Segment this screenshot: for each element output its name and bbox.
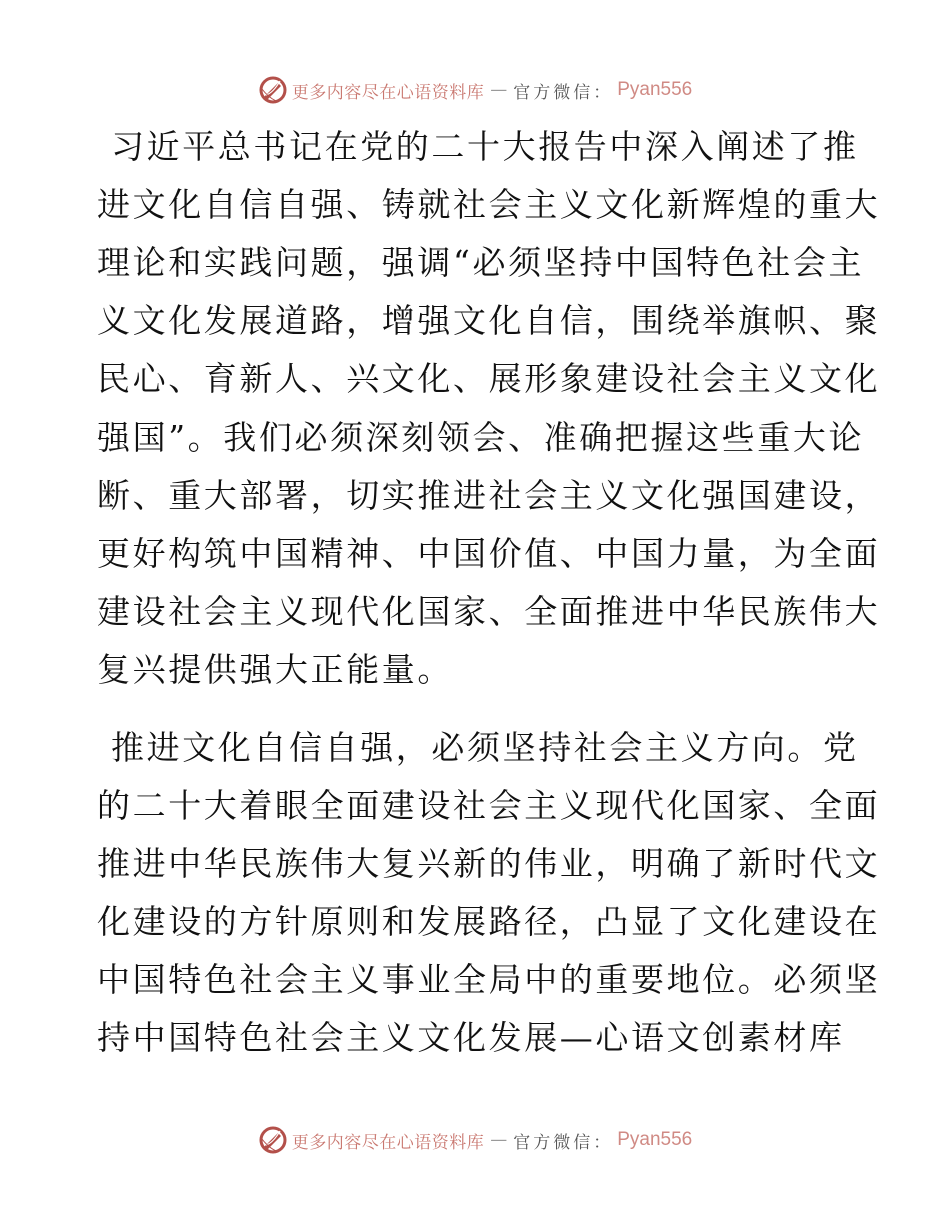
text-line: 建设社会主义现代化国家、全面推进中华民族伟大 [97, 592, 881, 631]
banner-wechat-label: 官方微信： [513, 1132, 614, 1153]
quill-pen-logo-icon [258, 75, 288, 105]
banner-main-text: 更多内容尽在心语资料库 [291, 1132, 485, 1153]
text-line: 习近平总书记在党的二十大报告中深入阐述了推 [111, 127, 859, 166]
banner-wechat-id: Pyan556 [617, 1129, 693, 1150]
text-line: 更好构筑中国精神、中国价值、中国力量，为全面 [97, 534, 881, 573]
footer-banner [0, 1120, 950, 1160]
banner-dash: — [490, 1130, 508, 1150]
header-banner [0, 70, 950, 110]
text-line: 民心、育新人、兴文化、展形象建设社会主义文化 [97, 359, 881, 398]
banner-wechat-label: 官方微信： [513, 82, 614, 103]
text-line: 持中国特色社会主义文化发展—心语文创素材库 [97, 1018, 845, 1057]
quill-pen-logo-icon [258, 1125, 288, 1155]
text-line: 义文化发展道路，增强文化自信，围绕举旗帜、聚 [97, 301, 881, 340]
text-line: 推进文化自信自强，必须坚持社会主义方向。党 [111, 728, 859, 767]
text-line: 复兴提供强大正能量。 [97, 650, 453, 689]
text-line: 的二十大着眼全面建设社会主义现代化国家、全面 [97, 786, 881, 825]
banner-dash: — [490, 80, 508, 100]
text-line: 断、重大部署，切实推进社会主义文化强国建设， [97, 476, 881, 515]
text-line: 进文化自信自强、铸就社会主义文化新辉煌的重大 [97, 185, 881, 224]
banner-main-text: 更多内容尽在心语资料库 [291, 82, 485, 103]
text-line: 理论和实践问题，强调“必须坚持中国特色社会主 [97, 243, 865, 282]
text-line: 强国”。我们必须深刻领会、准确把握这些重大论 [97, 418, 865, 457]
text-line: 推进中华民族伟大复兴新的伟业，明确了新时代文 [97, 844, 881, 883]
text-line: 化建设的方针原则和发展路径，凸显了文化建设在 [97, 902, 881, 941]
text-line: 中国特色社会主义事业全局中的重要地位。必须坚 [97, 960, 881, 999]
banner-wechat-id: Pyan556 [617, 79, 693, 100]
